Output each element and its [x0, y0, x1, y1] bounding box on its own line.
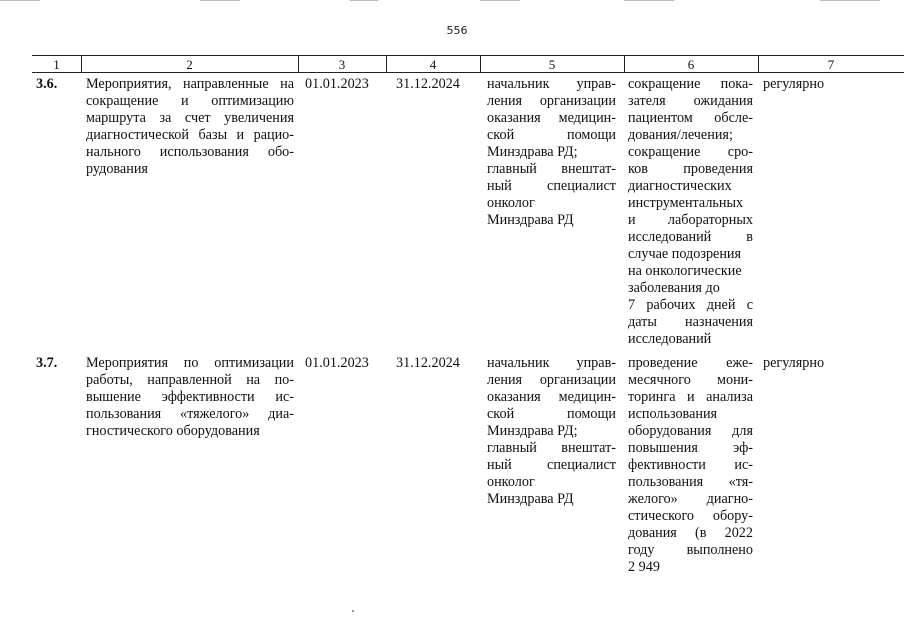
activity-line: работы, направленной на по- — [86, 372, 294, 388]
row-number: 3.6. — [36, 76, 58, 92]
result-line: зателя ожидания — [628, 93, 753, 109]
result-line: исследований — [628, 331, 712, 347]
column-header: 5 — [548, 57, 556, 72]
scan-artifact — [200, 0, 240, 1]
result-line: фективности ис- — [628, 457, 753, 473]
activity-line: Мероприятия по оптимизации — [86, 355, 294, 371]
result-line: 7 рабочих дней с — [628, 297, 753, 313]
result-line: диагностических — [628, 178, 732, 194]
responsible-line: ской помощи — [487, 406, 616, 422]
column-header: 2 — [186, 57, 193, 72]
result-line: повышения эф- — [628, 440, 753, 456]
activity-line: сокращение и оптимизацию — [86, 93, 294, 109]
start-date: 01.01.2023 — [305, 76, 369, 92]
activity-line: нального использования обо- — [86, 144, 294, 160]
result-line: инструментальных — [628, 195, 744, 211]
end-date: 31.12.2024 — [396, 76, 460, 92]
responsible-line: ный специалист — [487, 178, 616, 194]
scan-artifact — [0, 0, 40, 1]
responsible-line: Минздрава РД; — [487, 144, 578, 160]
responsible-line: ный специалист — [487, 457, 616, 473]
responsible-cell — [487, 355, 616, 508]
result-line: и лабораторных — [628, 212, 753, 228]
result-line: пациентом обсле- — [628, 110, 753, 126]
result-line: заболевания до — [628, 280, 720, 296]
activity-line: рудования — [86, 161, 148, 177]
column-header: 7 — [827, 57, 835, 72]
responsible-line: оказания медицин- — [487, 110, 616, 126]
periodicity: регулярно — [763, 76, 825, 92]
responsible-line: главный внештат- — [487, 161, 616, 177]
responsible-line: ления организации — [487, 372, 616, 388]
activity-cell — [86, 76, 294, 178]
column-header: 1 — [53, 57, 60, 72]
periodicity: регулярно — [763, 355, 825, 371]
result-line: сокращение сро- — [628, 144, 753, 160]
scan-artifact — [820, 0, 880, 1]
responsible-line: ской помощи — [487, 127, 616, 143]
result-line: дования/лечения; — [628, 127, 733, 143]
responsible-line: начальник управ- — [487, 76, 616, 92]
result-line: торинга и анализа — [628, 389, 753, 405]
responsible-line: главный внештат- — [487, 440, 616, 456]
scan-artifact — [624, 0, 674, 1]
responsible-line: Минздрава РД — [487, 212, 574, 228]
result-line: пользования «тя- — [628, 474, 753, 490]
result-cell — [628, 76, 753, 348]
result-line: сокращение пока- — [628, 76, 753, 92]
activity-line: вышение эффективности ис- — [86, 389, 294, 405]
result-line: даты назначения — [628, 314, 753, 330]
result-line: случае подозрения — [628, 246, 742, 262]
result-line: оборудования для — [628, 423, 753, 439]
activity-line: пользования «тяжелого» диа- — [86, 406, 294, 422]
scan-artifact — [350, 0, 378, 1]
result-line: желого» диагно- — [628, 491, 753, 507]
column-header: 3 — [338, 57, 346, 72]
result-line: году выполнено — [628, 542, 753, 558]
activity-line: диагностической базы и рацио- — [86, 127, 294, 143]
result-line: месячного мони- — [628, 372, 753, 388]
result-line: стического обору- — [628, 508, 753, 524]
result-line: на онкологические — [628, 263, 742, 279]
activity-cell — [86, 355, 294, 440]
result-line: исследований в — [628, 229, 753, 245]
column-header: 4 — [429, 57, 437, 72]
activity-line: Мероприятия, направленные на — [86, 76, 294, 92]
scan-speck — [352, 610, 354, 612]
result-line: проведение еже- — [628, 355, 753, 371]
responsible-line: начальник управ- — [487, 355, 616, 371]
page-number: 556 — [446, 24, 468, 37]
column-header: 6 — [687, 57, 695, 72]
result-cell — [628, 355, 753, 576]
activity-line: гностического оборудования — [86, 423, 260, 439]
start-date: 01.01.2023 — [305, 355, 369, 371]
result-line: дования (в 2022 — [628, 525, 753, 541]
scan-artifact — [480, 0, 520, 1]
responsible-line: онколог — [487, 474, 535, 490]
responsible-line: ления организации — [487, 93, 616, 109]
responsible-line: онколог — [487, 195, 535, 211]
result-line: использования — [628, 406, 718, 422]
result-line: ков проведения — [628, 161, 753, 177]
responsible-cell — [487, 76, 616, 229]
result-line: 2 949 — [628, 559, 660, 575]
activity-line: маршрута за счет увеличения — [86, 110, 294, 126]
responsible-line: Минздрава РД — [487, 491, 574, 507]
responsible-line: оказания медицин- — [487, 389, 616, 405]
end-date: 31.12.2024 — [396, 355, 460, 371]
table-top-border — [32, 55, 904, 56]
responsible-line: Минздрава РД; — [487, 423, 578, 439]
row-number: 3.7. — [36, 355, 58, 371]
